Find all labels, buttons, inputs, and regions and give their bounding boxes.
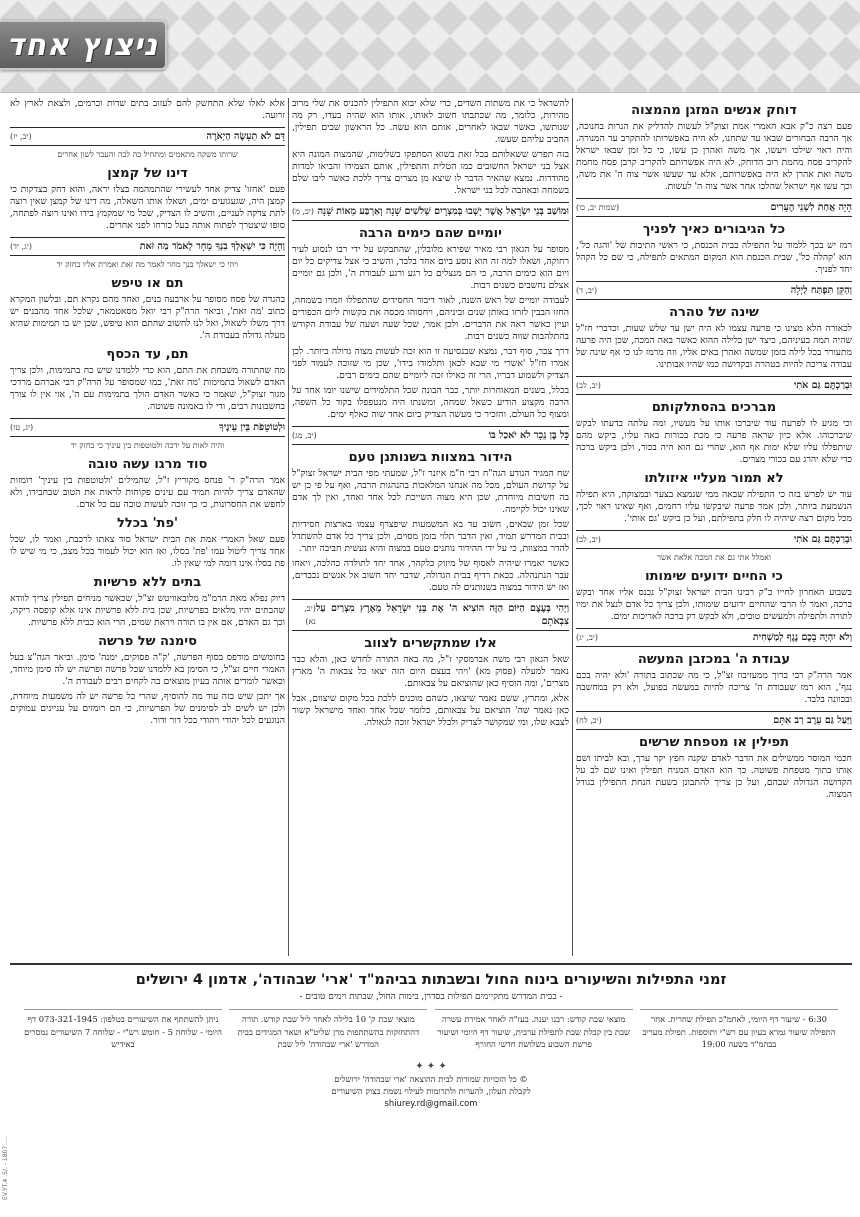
side-print-code: EV.YT.4 .5/. - 1807 ....: [2, 1136, 9, 1200]
verse-translation: ואמלל אתי גם את המכה אלאת אשר: [657, 553, 771, 562]
verse-source: (שמות יב, כו): [576, 203, 620, 212]
verse-text: וּמוֹשַׁב בְּנֵי יִשְׂרָאֵל אֲשֶׁר יָשְׁבוּ בְּמִצְרָיִם שְׁלֹשִׁים שָׁנָה וְאַרְבַּע מֵאוֹת שָׁנָה: [317, 206, 569, 217]
section-title: סימנה של פרשה: [98, 634, 197, 649]
schedule-subtitle: - בבית המדרש מתקיימים תפילות בסדרן, בימות החול, שבתות וימים טובים -: [299, 992, 563, 1002]
verse-text: וַיְהִי בְּעֶצֶם הַיּוֹם הַזֶּה הוֹצִיא ה' אֶת בְּנֵי יִשְׂרָאֵל מֵאֶרֶץ מִצְרַיִם עַל צִבְאֹתָם: [315, 603, 569, 627]
article-paragraph: שכל זמן שבאים, חשוב עד בא המשמעות שיפצרף עצמו בארצות חסידיות ובבית המדרש תמיד, ואין הדבר תלוי בזמן מסוים, ולכן צריך כל אדם להשתדל להדר במצוות, כי על ידי ההידור נותנים טעם במצוה והיא נעשית חביבה יותר.: [292, 519, 569, 554]
verse-quote: [576, 376, 852, 395]
section-title: כל הגיבורים כאיך לפניך: [642, 222, 786, 237]
section-title: דוחק אנשים המזגן מהמצוה: [631, 103, 797, 118]
article-paragraph: דיוק נפלא מאת הרמ"מ מלובאוויטש זצ"ל, שכאשר מניחים תפילין צריך לוודא שהבתים יהיו מלאים בפרשיות, שכן בית ללא פרשיות אינו אלא קופסה ריקה, וכך גם האדם, אם אין בו תורה ויראת שמים, הרי הוא כבית ללא פרשיות.: [10, 593, 285, 628]
verse-quote: [292, 599, 569, 631]
verse-text: כָּל בֶּן נֵכָר לֹא יֹאכַל בּוֹ: [488, 430, 569, 441]
verse-text: דָּם לֹא תֵעָשֶׂה הַיְאֹרֶה: [206, 131, 285, 142]
verse-quote: [576, 281, 852, 300]
article-paragraph: בכלל, בשנים המאוחרות יותר, כבר הבונה שכל התלמידים שישנו יומו אחד על הרבה מקצוע הודיע כשאל שמחה, ומשנתו היה מנטפפלו בקוד כל השפה, ומצוף כל העולם. והזכיר כי מעשה הצדיק ביום אחד שוה כאלף ימים.: [292, 385, 569, 420]
verse-quote: [576, 711, 852, 730]
verse-quote: [292, 202, 569, 221]
column-middle: [292, 98, 569, 958]
schedule-box: מוצאי שבת ק' 10 בלילה לאחר ליל שבת קודש. תורה דהתחזקות בהשתתפות מרן שליט"א ושאר המגידים בבית המדרש 'ארי שבהודה' ליל שבת: [229, 1009, 427, 1051]
section-title: בתים ללא פרשיות: [93, 575, 202, 590]
article-paragraph: בחומשים מודפס בסוף הפרשה, 'ק"ה פסוקים, ימנה' סימן. וביאר הגה"צ בעל האמרי חיים זצ"ל, כי הסימן בא ללמדנו שכל פרשה ופרשה יש לה סימן מיוחד, וכאשר לומדים אותה בעיון מוצאים בה לקחים רבים לעבודת ה'.: [10, 652, 285, 687]
verse-quote: [10, 418, 285, 437]
verse-quote: [292, 426, 569, 445]
article-paragraph: אלא, ומתרץ, ששם נאמר שיצאו, כשהם מוכנים ללכת בכל מקום שיצוום, אבל כאן נאמר שה' הוציאם על צבאותם, כלומר שכל אחד ואחד מישראל קשור לצבא שלו, ומי שמקושר לצדיק ולכלל ישראל זוכה לגאולה.: [292, 693, 569, 728]
verse-source: (יב, לב): [576, 535, 601, 544]
schedule-box: ניתן להשתתף את השיעורים בטלפון: 073-321-1945 דף היומי - שלוחה 5 - חומש רש"י - שלוחה 7 השיעורים נמסרים באידיש: [24, 1009, 222, 1051]
article-paragraph: מה שהתורה משבחת את התם, הוא כדי ללמדנו שיש כח בתמימות, ולכן צריך האדם לשאול בתמימות 'מה זאת', כמו שמסופר על הרה"ק רבי אברהם מרדכי מגור זצוק"ל, שאמר כי כאשר האדם הולך בתמימות עם ה', אזי אין לו צורך בחשבונות רבים, ודי לו באמונה פשוטה.: [10, 365, 285, 412]
article-paragraph: אמר הרה"ק ר' פנחס מקוריץ ז"ל, שהמילים 'ולטוטפות בין עיניך' רומזות שהאדם צריך להיות תמיד עם עינים פקוחות לראות את הטוב שבחבירו, ולא לחפש את החסרונות, כי כך זוכה לעשות טובה עם כל אדם.: [10, 475, 285, 510]
verse-quote: [10, 237, 285, 256]
article-paragraph: פעם 'אחזו' צדיק אחד לעשירי שהתמהמה בצלו יראה, והוא דחק בצדקות כי קמצן היה, שגעגועים ימים, ושאלו אותו השאלה, מה דינו של קמצן שאין רוצה לתת צדקה לעניים, והשיב לו הצדיק, שכל מי שמקמץ בידו ואינו רוצה לפתחה, סופו שיצטרך לפתוח אותה בעל כורחו לפני אחרים.: [10, 184, 285, 231]
verse-source: (יב, מ): [292, 207, 315, 216]
schedule-section: [10, 963, 852, 1161]
section-title: תם או טיפש: [111, 276, 184, 291]
article-paragraph: בשבוע האחרון לחייו כ"ק רבינו הבית ישראל זצוק"ל נכנס אליו אחד ובקש ברכה, ואמר לו הרבי שהחיים ידועים שימותו, ולכן צריך כל אדם לנצל את ימיו לתורה ולתפילה ולמעשים טובים, ולא לבקש רק ברכה לאריכות ימים.: [576, 587, 852, 622]
article-paragraph: חכמי המוסר ממשילים את הדבר לאדם שקנה חפץ יקר ערך, ובא לביתו ושם אותו בתוך מטפחת פשוטה. כך הוא האדם המניח תפילין ואינו שם לב על הקדושה הגדולה שבהם, ועל כן צריך להתבונן בשעת הנחת התפילין בגודל המצוה.: [576, 753, 852, 800]
verse-text: וּבְרַכְתֶּם גַּם אֹתִי: [793, 534, 852, 545]
column-right: [576, 98, 852, 958]
schedule-box: 6:30 - שיעור דף היומי, לאחמ"כ תפילת שחרית. אחר התפילה שיעור גמרא בעיון עם רש"י ותוספות. תפילת מעריב בבהמ"ד בשעה 19:00: [640, 1009, 838, 1051]
article-paragraph: רמז יש בכך ללמוד על התפילה בבית הכנסת, כי ראשי התיבות של 'והגה כל', הוא 'קהלה כל', שבית הכנסת הוא המקום המתאים לתפילה, כי שם כל הקהל יחד לפניך.: [576, 240, 852, 275]
section-title: מברכים בהסתלקותם: [651, 400, 777, 415]
section-title: תם, עד הכסף: [106, 347, 189, 362]
article-paragraph: וכי מגיע לו לפרעה עוד שיברכו אותו על מעשיו, ומה עלתה בדעתו לבקש שיברכוהו. אלא כיון שראה פרעה כי מכת בכורות באה עליו, ביקש מהם שיתפללו עליו שלא ימות אף הוא, שהרי גם הוא היה בכור, ולכן ביקש ברכה כדי שלא יהרג עם בכורי מצרים.: [576, 418, 852, 465]
verse-translation: ויהי כי ישאלך בנך מחר לאמר מה זאת ואמרת אליו בחזק יד: [56, 260, 239, 269]
schedule-title: זמני התפילות והשיעורים בינוח החול ובשבתות בביהמ"ד 'ארי' שבהודה', אדמון 4 ירושלים: [135, 972, 727, 988]
header-band: [0, 0, 860, 93]
section-title: תפילין או מטפחת שרשים: [639, 735, 789, 750]
verse-source: (יב, לב): [576, 381, 601, 390]
article-paragraph: לעבודה יומיים של ראש השנה, לאור דיבור החסידים שהתפללו וזמרו בשמחה, החזו הבבין לזרזו באותן שנים וביניהם, ויחסוהו מכסה את בקשות ליום הכפורים ועיין כאשר ראה את הדברים. ולכן אמר, שכל שעה ושעה של עבודת הקודש בהתלהבות שווה כשנים רבות.: [292, 295, 569, 342]
article-paragraph: בזה תפרש ששאלותם בכל זאת בשוא הסתפקו בשלימות, שהמצוה המונה היא אצל בני ישראל החשובים כמו הטלית והתפילין, אותם הצמידו והביאו למדות מהודרות. נמצא שהאיר הדבר לו שיצא מן מצרים צריך ללכת כאשר ליבו שלם בשמחה ובאהבה לכל בני ישראל.: [292, 149, 569, 196]
section-title: אלו שמתקשרים לצווב: [364, 636, 497, 651]
ornament-icon: ✦ ✦ ✦: [415, 1060, 447, 1072]
article-paragraph: עוד יש לפרש בזה כי התפילה שבאה ממי שנמצא בצער ובמצוקה, היא תפילה הנשמעת ביותר, ולכן אמר פרעה שיבקשו עליו רחמים, ואף שאינו ראוי לכך, מכל מקום רצה שיהיה לו חלק בתפילתם, ועל כן ביקש 'גם אותי'.: [576, 489, 852, 524]
verse-source: (יג, טז): [10, 423, 34, 432]
verse-text: וּלְטוֹטָפֹת בֵּין עֵינֶיךָ: [219, 422, 285, 433]
article-paragraph: כאשר יאמרו שיהיה לאסוף של מיזוק כלקהר, אחד יחד לתולדה כהלכה, ויאחו עבר הנתנהלה. ככאת רדיף בבית הגדולה, שדבר יחד חשוב אל אנשים נכבדים, ואז יש הידור במצוה בשנותנים לה טעם.: [292, 558, 569, 593]
article-paragraph: אך יתכן שיש בזה עוד מה להוסיף, שהרי כל פרשה יש לה משמעות מיוחדת, ולכן יש לשים לב לסימנים של הפרשיות, כי הם רומזים על עניינים עמוקים הנוגעים לכל יהודי ויהודי בכל דור ודור.: [10, 691, 285, 726]
section-title: עבודת ה' במכזבן המעשה: [637, 652, 791, 667]
article-paragraph: מסופר על הגאון רבי מאיר שפירא מלובלין, שהתבקש על ידי רבו לנסוע לעיר רחוקה, ושאלו למה זה הוא נוסע ביום אחד בלבד, והשיב כי אצל צדיקים כל יום ויום הוא כימים הרבה, כי הם מנצלים כל רגע ורגע לעבודת ה', ולכן גם יומיים אצלם נחשבים כשנים רבות.: [292, 244, 569, 291]
verse-translation: שרותו משקה מתאמים ומתחיל כה לבה והעבר לשון אחרים: [57, 150, 238, 159]
verse-quote: [576, 198, 852, 217]
verse-text: וְהָיָה כִּי יִשְׁאָלְךָ בִנְךָ מָחָר לֵאמֹר מַה זֹּאת: [139, 241, 285, 252]
masthead-title-tab: [0, 20, 167, 70]
column-left: [10, 98, 285, 958]
article-paragraph: להשראל כי את משתות השדים, כדי שלא יבוא התפילין להכניס את שלי מרוב מהירות, כלומר, מה שכתבתו חשוב לאותו, אותו הוא שהיה בעדו, רק מה שנותשו, כאשר שבאו לאחרים, אותם הוא עשה. כל הראשון שבים תפילין, החביב עליהם שעשו.: [292, 98, 569, 145]
verse-text: וְהַקֵּן תִּפְתַּח לַיְלָה: [790, 285, 852, 296]
footer-email-link[interactable]: shiurey.rd@gmail.com: [384, 1097, 478, 1108]
section-title: יומיים שהם כימים הרבה: [359, 226, 502, 241]
verse-text: וַיַּעַל גַּם עֵרֶב רַב אִתָּם: [773, 715, 852, 726]
article-paragraph: דרך צבר, סוף דבר, נמצא שבנסיעה זו הוא זכה לעשות מצוה גדולה ביותר. לכן אמרו חז"ל 'אשרי מי שבא לכאן ותלמודו בידו', שכן מי שזוכה לעמוד לפני הצדיק ולשמוע דבריו, הרי זה כאילו זכה ליומיים שהם כימים רבים.: [292, 346, 569, 381]
schedule-box: מוצאי שבת קודש: רבנו יענה. בעז"ה לאחר אמירת עשרה שבת בין קבלת שבת לתפילת ערבית, שיעור דף היומי ושיעור פרשת השבוע בשלושת חדשי החורף: [435, 1009, 633, 1051]
verse-source: (יב, ד): [576, 286, 598, 295]
article-paragraph: לכאורה הלא מצינו כי פרעה עצמו לא היה ישן עד שלש שעות, וכדברי חז"ל שהיה תמה בעיניהם, כיצד ישן בלילה ההוא כאשר באה המכה, שכן היה פרעה מתעורר בכל לילה בזמן שמשה ואהרן באים אליו, וזה מרמז לנו כי אף שינה של עבודה צריכה להיות בטהרה ובקדושה כמו שהיו אבותינו.: [576, 323, 852, 370]
footer-contact: [10, 1085, 852, 1109]
schedule-boxes: [10, 1009, 852, 1051]
column-divider: [572, 98, 573, 956]
section-title: הידור במצוות בשנותנן טעם: [348, 450, 513, 465]
article-paragraph: פעם רצה כ"ק אבא האמרי אמת זצוק"ל לעשות להדליק את הנרות בחנוכה, אך הרבה הבחורים שבאו עד שתחנו, לא היה באפשרותו להתקרב עד המנורה. והיה ראוי שילכו ויעשו, אך משה ואהרן כן עשו, כי כל זמן שבאו ישראל להקריב פסח מחמת רוב הדוחק, לא היה אפשרותם להקריב קרבן פסח מחמת משה ואת אהרן לא היה באפשרותם, אלא עד שעשו אשר צוה ה' את משה, וכך עשו אף ישראל שהלכו אחר אשר צוה ה' לעשות.: [576, 121, 852, 192]
verse-quote: [10, 127, 285, 146]
article-paragraph: פעם שאל האמרי אמת את הבית ישראל סוד צאתו לרכבת, ואמר לו, שכל אחד צריך ליטול עמו 'פת' בסלו, ואז הוא יכול לעמוד בכל מצב, כי מי שיש לו פת בסלו אינו דומה למי שאין לו.: [10, 534, 285, 569]
verse-source: (יב, מג): [292, 431, 317, 440]
article-paragraph: שאל הגאון רבי משה אברמסקי ז"ל, מה באה התורה לחדש כאן, והלא כבר נאמר למעלה (פסוק מא) 'ויהי בעצם היום הזה יצאו כל צבאות ה' מארץ מצרים', ומה הוסיף כאן שהוציאם על צבאותם.: [292, 654, 569, 689]
verse-text: וּבְרַכְתֶּם גַּם אֹתִי: [793, 380, 852, 391]
masthead-title: ניצוץ אחד: [6, 27, 159, 63]
section-title: שינה של טהרה: [669, 305, 759, 320]
section-title: לא תמור מעליי איזולתו: [644, 471, 784, 486]
article-paragraph: אמר הרה"ק רבי ברוך ממעזיבוז זצ"ל, כי מה שכתוב בתורה 'ולא יהיה בכם נגף', הוא רמז שעבודת ה' צריכה להיות במעשה בפועל, ולא רק במחשבה ובכוונה בלבד.: [576, 670, 852, 705]
verse-quote: [576, 628, 852, 647]
section-title: סוד מרגו עשה טובה: [87, 457, 208, 472]
verse-quote: [576, 530, 852, 549]
section-title: כי החיים ידועים שימותו: [645, 569, 783, 584]
verse-source: (יב, נא): [304, 604, 316, 626]
footer: [10, 1061, 852, 1109]
article-paragraph: אלא לאלו שלא התחשק להם לעזוב בתים שדות וכרמים, ולצאת לארץ לא זרועה.: [10, 98, 285, 121]
column-divider: [288, 98, 289, 956]
section-title: דינו של קמצן: [107, 166, 188, 181]
verse-text: הָיָה אֲחַת לִשְׁנֵי הֶעָרִים: [770, 202, 852, 213]
section-title: 'פת' בכלל: [117, 516, 178, 531]
article-paragraph: בהגדה של פסח מסופר על ארבעה בנים, ואחד מהם נקרא תם. ובלשון המקרא כתוב 'מה זאת', וביאר הרה"ק רבי יואל מסאטמאר, שלכל אחד מהבנים יש דרך משלו לשאול, ואל לנו לחשוב שהתם הוא טיפש, שכן יש בו תמימות שהיא מעלה גדולה בעבודת ה'.: [10, 294, 285, 341]
verse-source: (יג, יד): [10, 242, 33, 251]
verse-source: (יב, לח): [576, 716, 602, 725]
article-paragraph: שח המגיד הנודע הגה"ח רבי ח"מ איזנר ז"ל, שמעתי מפי הבית ישראל זצוק"ל על קדושת העולם, מכל מה אנחנו המלאכות בהנהגות הרבה, ואף על פי כן יש בה חשיבות מיוחדת, שכן היא מצוה השייכת לכל אחד ואחד, ואין לך אדם שאינו יכול לקיימה.: [292, 468, 569, 515]
verse-source: (יב, יג): [576, 633, 599, 642]
footer-contact-text: לקבלת העלון, להערות ולתרומות לעילוי נשמת בצוק השיעורים: [331, 1085, 531, 1096]
verse-translation: והיה לאות על ידכה ולטוטפות בין עיניך כי בחזק יד: [70, 441, 225, 450]
verse-source: (יב, יז): [10, 132, 32, 141]
verse-text: וְלֹא יִהְיֶה בָכֶם נֶגֶף לְמַשְׁחִית: [752, 632, 852, 643]
footer-copyright: © כל הזכויות שמורות לבית ההוצאה 'ארי שבהודה' ירושלים: [334, 1073, 528, 1084]
article-columns: [10, 98, 852, 958]
